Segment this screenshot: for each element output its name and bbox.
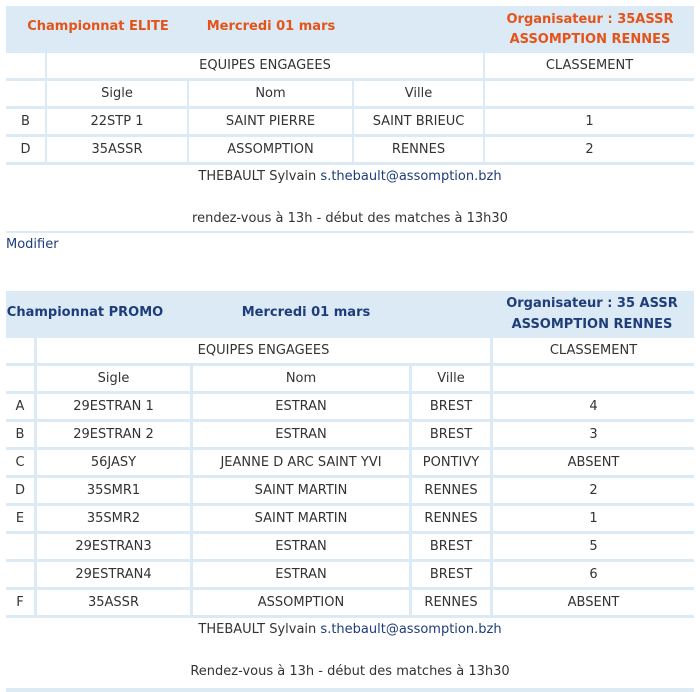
promo-rdv: Rendez-vous à 13h - début des matches à 13h30: [190, 664, 510, 679]
table-row-letter: D: [6, 478, 34, 503]
table-row-sigle: 35SMR1: [37, 478, 190, 503]
table-row-ville: BREST: [412, 394, 490, 419]
table-row-sigle: 56JASY: [37, 450, 190, 475]
table-row-rank: 2: [493, 478, 694, 503]
promo-blank-col-header: [6, 366, 34, 391]
table-row-ville: RENNES: [412, 478, 490, 503]
table-row-nom: ESTRAN: [193, 422, 409, 447]
table-row-ville: RENNES: [412, 590, 490, 615]
promo-championship-panel: [6, 291, 694, 692]
promo-organizer-line1: Organisateur : 35 ASSR: [506, 296, 678, 311]
table-row-letter: B: [6, 422, 34, 447]
table-row-ville: PONTIVY: [412, 450, 490, 475]
promo-organizer-line2: ASSOMPTION RENNES: [511, 317, 673, 332]
table-row-sigle: 29ESTRAN3: [37, 534, 190, 559]
promo-contact-line: [6, 622, 694, 637]
elite-championship-panel: [6, 6, 694, 233]
table-row-nom: JEANNE D ARC SAINT YVI: [193, 450, 409, 475]
table-row-ville: SAINT BRIEUC: [354, 109, 483, 134]
promo-equipes-header: EQUIPES ENGAGEES: [37, 338, 490, 363]
elite-col-ville: Ville: [354, 81, 483, 106]
table-row-letter: C: [6, 450, 34, 475]
elite-organizer-line2: ASSOMPTION RENNES: [509, 32, 671, 47]
promo-organizer: [490, 293, 694, 335]
elite-blank-col-header: [6, 81, 45, 106]
table-row-nom: ESTRAN: [193, 394, 409, 419]
table-row-rank: 6: [493, 562, 694, 587]
promo-contact-box: [6, 618, 694, 688]
promo-contact-name: THEBAULT Sylvain: [198, 622, 317, 637]
table-row-rank: 1: [493, 506, 694, 531]
table-row-rank: 5: [493, 534, 694, 559]
elite-col-nom: Nom: [189, 81, 352, 106]
elite-blank-corner: [6, 53, 45, 78]
table-row-ville: BREST: [412, 422, 490, 447]
promo-col-sigle: Sigle: [37, 366, 190, 391]
table-row-sigle: 29ESTRAN 1: [37, 394, 190, 419]
promo-col-ville: Ville: [412, 366, 490, 391]
elite-col-rank-blank: [485, 81, 694, 106]
elite-rdv: rendez-vous à 13h - début des matches à 13h30: [192, 211, 508, 226]
modifier-link[interactable]: Modifier: [6, 237, 59, 252]
table-row-sigle: 22STP 1: [47, 109, 187, 134]
table-row-letter: [6, 534, 34, 559]
table-row-letter: E: [6, 506, 34, 531]
table-row-nom: ESTRAN: [193, 562, 409, 587]
table-row-letter: B: [6, 109, 45, 134]
elite-organizer: [486, 10, 694, 50]
table-row-nom: SAINT MARTIN: [193, 478, 409, 503]
elite-date: Mercredi 01 mars: [206, 19, 336, 34]
promo-blank-corner: [6, 338, 34, 363]
elite-contact-email[interactable]: s.thebault@assomption.bzh: [320, 169, 502, 184]
table-row-rank: ABSENT: [493, 450, 694, 475]
table-row-rank: 2: [485, 137, 694, 162]
promo-contact-email[interactable]: s.thebault@assomption.bzh: [320, 622, 502, 637]
table-row-ville: BREST: [412, 534, 490, 559]
table-row-rank: 4: [493, 394, 694, 419]
elite-contact-line: [6, 169, 694, 184]
table-row-nom: SAINT MARTIN: [193, 506, 409, 531]
table-row-nom: ASSOMPTION: [189, 137, 352, 162]
table-row-sigle: 29ESTRAN 2: [37, 422, 190, 447]
elite-classement-header: CLASSEMENT: [485, 53, 694, 78]
elite-contact-name: THEBAULT Sylvain: [198, 169, 317, 184]
table-row-letter: F: [6, 590, 34, 615]
table-row-rank: 1: [485, 109, 694, 134]
elite-title: Championnat ELITE: [27, 19, 169, 34]
promo-classement-header: CLASSEMENT: [493, 338, 694, 363]
table-row-nom: SAINT PIERRE: [189, 109, 352, 134]
table-row-letter: [6, 562, 34, 587]
promo-date: Mercredi 01 mars: [241, 305, 371, 320]
table-row-letter: A: [6, 394, 34, 419]
table-row-sigle: 35SMR2: [37, 506, 190, 531]
table-row-nom: ESTRAN: [193, 534, 409, 559]
elite-equipes-header: EQUIPES ENGAGEES: [47, 53, 483, 78]
promo-title: Championnat PROMO: [6, 305, 164, 320]
promo-col-rank-blank: [493, 366, 694, 391]
table-row-ville: BREST: [412, 562, 490, 587]
table-row-rank: 3: [493, 422, 694, 447]
table-row-ville: RENNES: [412, 506, 490, 531]
table-row-sigle: 35ASSR: [37, 590, 190, 615]
elite-contact-box: [6, 165, 694, 231]
table-row-nom: ASSOMPTION: [193, 590, 409, 615]
elite-organizer-line1: Organisateur : 35ASSR: [506, 12, 674, 27]
table-row-ville: RENNES: [354, 137, 483, 162]
table-row-sigle: 35ASSR: [47, 137, 187, 162]
table-row-rank: ABSENT: [493, 590, 694, 615]
promo-col-nom: Nom: [193, 366, 409, 391]
elite-col-sigle: Sigle: [47, 81, 187, 106]
table-row-letter: D: [6, 137, 45, 162]
table-row-sigle: 29ESTRAN4: [37, 562, 190, 587]
